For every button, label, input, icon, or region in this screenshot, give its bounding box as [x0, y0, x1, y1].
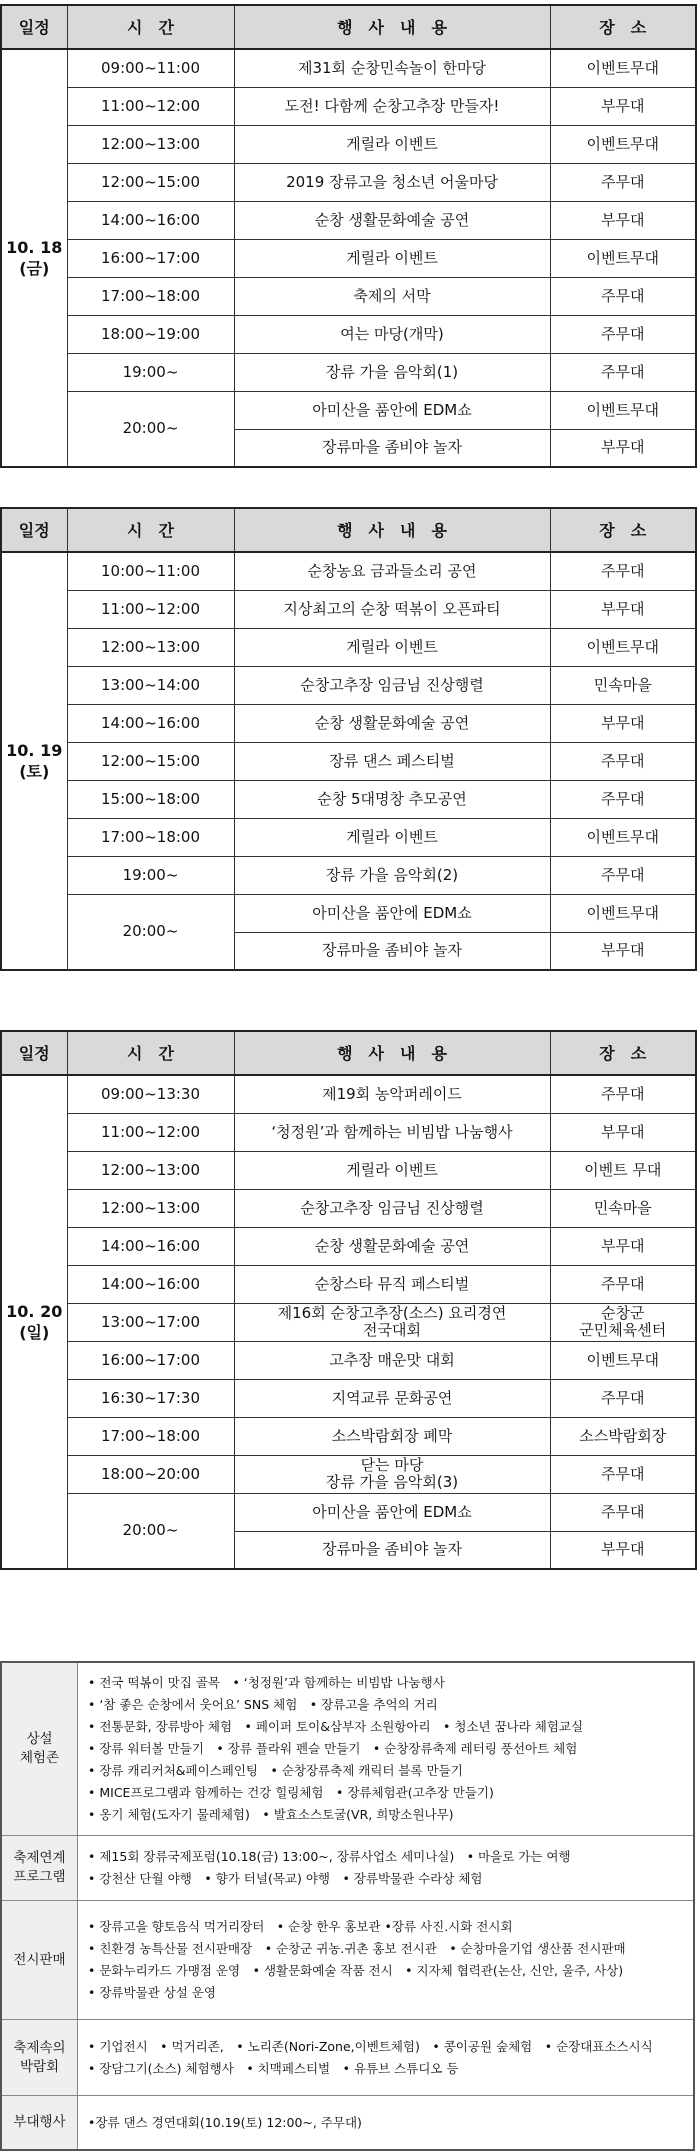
place-cell — [550, 125, 696, 163]
table-row — [1, 818, 696, 856]
cell-text-line: ‘청정원’과 함께하는 비빔밥 나눔행사 — [271, 1122, 513, 1141]
table-row — [1, 1341, 696, 1379]
event-cell — [234, 125, 550, 163]
event-cell — [234, 704, 550, 742]
table-row — [1, 1493, 696, 1531]
time-cell: 12:00~15:00 — [67, 742, 234, 780]
header-place: 장 소 — [550, 1031, 696, 1075]
place-cell — [550, 932, 696, 970]
place-cell — [550, 353, 696, 391]
event-cell — [234, 87, 550, 125]
cell-text-line: 게릴라 이벤트 — [346, 134, 438, 153]
table-row — [1, 201, 696, 239]
notes-label-cell — [1, 2020, 78, 2096]
place-cell — [550, 1303, 696, 1341]
table-row — [1, 666, 696, 704]
place-cell — [550, 590, 696, 628]
cell-text-line: 주무대 — [601, 561, 645, 580]
cell-text-line: 박람회 — [19, 2058, 60, 2075]
cell-text-line: 순창 5대명창 추모공연 — [317, 789, 467, 808]
header-place: 장 소 — [550, 508, 696, 552]
notes-line: • MICE프로그램과 함께하는 건강 힐링체험 • 장류체험관(고추장 만들기) — [88, 1785, 494, 1800]
cell-text-line: 주무대 — [601, 1274, 645, 1293]
event-cell — [234, 1265, 550, 1303]
notes-body-cell — [78, 1901, 695, 2020]
cell-text-line: 장류마을 좀비야 놀자 — [322, 941, 462, 960]
time-cell: 15:00~18:00 — [67, 780, 234, 818]
header-time: 시 간 — [67, 508, 234, 552]
event-cell — [234, 1417, 550, 1455]
notes-line: • 옹기 체험(도자기 물레체험) • 발효소스토굴(VR, 희망소원나무) — [88, 1807, 454, 1822]
cell-text-line: 주무대 — [601, 865, 645, 884]
place-cell — [550, 894, 696, 932]
event-cell — [234, 1151, 550, 1189]
cell-text-line: 이벤트무대 — [586, 637, 659, 656]
cell-text-line: 게릴라 이벤트 — [346, 827, 438, 846]
place-cell — [550, 704, 696, 742]
place-cell — [550, 1531, 696, 1569]
table-row — [1, 742, 696, 780]
cell-text-line: 이벤트무대 — [586, 134, 659, 153]
header-event: 행 사 내 용 — [234, 508, 550, 552]
event-cell — [234, 628, 550, 666]
event-cell — [234, 1455, 550, 1493]
event-cell — [234, 552, 550, 590]
time-cell: 09:00~13:30 — [67, 1075, 234, 1113]
cell-text-line: 부무대 — [601, 96, 645, 115]
schedule-table-day-3 — [0, 1030, 697, 1570]
time-cell: 14:00~16:00 — [67, 704, 234, 742]
cell-text-line: 주무대 — [601, 1388, 645, 1407]
cell-text-line: 아미산을 품안에 EDM쇼 — [312, 1502, 472, 1521]
cell-text-line: 부무대 — [601, 1122, 645, 1141]
notes-label-cell — [1, 1836, 78, 1901]
event-cell — [234, 1303, 550, 1341]
programs-notes-table — [0, 1661, 695, 2151]
notes-label-cell — [1, 2096, 78, 2150]
table-row — [1, 1075, 696, 1113]
table-row — [1, 704, 696, 742]
header-row — [1, 5, 696, 49]
notes-line: • 문화누리카드 가맹점 운영 • 생활문화예술 작품 전시 • 지자체 협력관(논산, 신안, 울주, 사상) — [88, 1963, 624, 1979]
time-cell: 19:00~ — [67, 856, 234, 894]
cell-text-line: 이벤트무대 — [586, 248, 659, 267]
notes-row — [1, 1662, 694, 1836]
event-cell — [234, 932, 550, 970]
header-row — [1, 508, 696, 552]
cell-text-line: 주무대 — [601, 1502, 645, 1521]
event-cell — [234, 1113, 550, 1151]
date-cell — [1, 49, 67, 467]
cell-text-line: 지역교류 문화공연 — [331, 1388, 453, 1407]
table-row — [1, 391, 696, 429]
notes-line: • 전국 떡볶이 맛집 골목 • ‘청정원’과 함께하는 비빔밥 나눔행사 — [88, 1675, 445, 1690]
date-text: 10. 20 — [6, 1302, 63, 1321]
event-cell — [234, 353, 550, 391]
cell-text-line: 게릴라 이벤트 — [346, 637, 438, 656]
cell-text-line: 민속마을 — [593, 675, 652, 694]
cell-text-line: 주무대 — [601, 172, 645, 191]
cell-text-line: 제31회 순창민속놀이 한마당 — [297, 58, 486, 77]
time-cell: 10:00~11:00 — [67, 552, 234, 590]
cell-text-line: 전시판매 — [13, 1951, 66, 1968]
cell-text-line: 소스박람회장 폐막 — [331, 1426, 453, 1445]
cell-text-line: 부무대 — [601, 1540, 645, 1559]
event-cell — [234, 1531, 550, 1569]
cell-text-line: 지상최고의 순창 떡볶이 오픈파티 — [283, 599, 501, 618]
table-row — [1, 125, 696, 163]
cell-text-line: 장류마을 좀비야 놀자 — [322, 1540, 462, 1559]
place-cell — [550, 1227, 696, 1265]
place-cell — [550, 1341, 696, 1379]
table-row — [1, 1189, 696, 1227]
cell-text-line: 주무대 — [601, 286, 645, 305]
time-cell: 18:00~19:00 — [67, 315, 234, 353]
time-cell: 16:00~17:00 — [67, 1341, 234, 1379]
time-cell: 12:00~13:00 — [67, 1189, 234, 1227]
weekday-text: (금) — [19, 259, 50, 278]
place-cell — [550, 1493, 696, 1531]
weekday-text: (토) — [19, 762, 50, 781]
cell-text-line: 장류마을 좀비야 놀자 — [322, 438, 462, 457]
notes-body-cell — [78, 2020, 695, 2096]
header-place: 장 소 — [550, 5, 696, 49]
notes-line: • 기업전시 • 먹거리존, • 노리존(Nori-Zone,이벤트체험) • 콩이공원 숲체험 • 순장대표소스시식 — [88, 2038, 653, 2054]
notes-label-cell — [1, 1662, 78, 1836]
notes-line: • 친환경 농특산물 전시판매장 • 순창군 귀농.귀촌 홍보 전시관 • 순창마을기업 생산품 전시판매 — [88, 1941, 626, 1957]
event-cell — [234, 1189, 550, 1227]
table-row — [1, 163, 696, 201]
place-cell — [550, 628, 696, 666]
cell-text-line: 부대행사 — [13, 2114, 66, 2131]
cell-text-line: 소스박람회장 — [579, 1426, 667, 1445]
table-row — [1, 49, 696, 87]
cell-text-line: 순창 생활문화예술 공연 — [314, 713, 470, 732]
time-cell: 11:00~12:00 — [67, 87, 234, 125]
cell-text-line: 군민체육센터 — [579, 1321, 667, 1339]
cell-text-line: 축제속의 — [13, 2039, 66, 2056]
table-row — [1, 894, 696, 932]
notes-body-cell — [78, 1836, 695, 1901]
cell-text-line: 순창고추장 임금님 진상행렬 — [300, 1198, 484, 1217]
time-cell: 14:00~16:00 — [67, 201, 234, 239]
cell-text-line: 상설 — [26, 1731, 53, 1747]
date-cell — [1, 552, 67, 970]
event-cell — [234, 818, 550, 856]
place-cell — [550, 1075, 696, 1113]
table-row — [1, 353, 696, 391]
event-cell — [234, 1341, 550, 1379]
cell-text-line: 부무대 — [601, 438, 645, 457]
cell-text-line: 순창 생활문화예술 공연 — [314, 1236, 470, 1255]
event-cell — [234, 666, 550, 704]
time-cell: 12:00~13:00 — [67, 628, 234, 666]
event-cell — [234, 201, 550, 239]
table-row — [1, 780, 696, 818]
table-row — [1, 1417, 696, 1455]
time-cell: 20:00~ — [67, 1493, 234, 1569]
cell-text-line: 이벤트무대 — [586, 58, 659, 77]
time-cell: 16:00~17:00 — [67, 239, 234, 277]
table-row — [1, 590, 696, 628]
weekday-text: (일) — [19, 1323, 50, 1342]
notes-row — [1, 2096, 694, 2150]
cell-text-line: 축제의 서막 — [353, 286, 431, 305]
header-time: 시 간 — [67, 5, 234, 49]
cell-text-line: 닫는 마당 — [360, 1456, 424, 1474]
place-cell — [550, 1265, 696, 1303]
place-cell — [550, 742, 696, 780]
time-cell: 12:00~13:00 — [67, 125, 234, 163]
event-cell — [234, 742, 550, 780]
place-cell — [550, 666, 696, 704]
time-cell: 13:00~14:00 — [67, 666, 234, 704]
cell-text-line: 이벤트 무대 — [584, 1160, 662, 1179]
place-cell — [550, 201, 696, 239]
table-row — [1, 315, 696, 353]
event-cell — [234, 315, 550, 353]
table-row — [1, 1151, 696, 1189]
place-cell — [550, 429, 696, 467]
notes-line: • 강천산 단월 야행 • 향가 터널(목교) 야행 • 장류박물관 수라상 체험 — [88, 1871, 483, 1887]
table-row — [1, 1227, 696, 1265]
date-text: 10. 19 — [6, 741, 63, 760]
cell-text-line: 주무대 — [601, 1084, 645, 1103]
cell-text-line: 주무대 — [601, 324, 645, 343]
cell-text-line: 순창스타 뮤직 페스티벌 — [314, 1274, 470, 1293]
time-cell: 13:00~17:00 — [67, 1303, 234, 1341]
place-cell — [550, 818, 696, 856]
time-cell: 20:00~ — [67, 894, 234, 970]
header-event: 행 사 내 용 — [234, 5, 550, 49]
cell-text-line: 축제연계 — [13, 1850, 66, 1867]
cell-text-line: 장류 가을 음악회(1) — [325, 362, 459, 381]
place-cell — [550, 1151, 696, 1189]
place-cell — [550, 552, 696, 590]
table-row — [1, 239, 696, 277]
notes-label-cell — [1, 1901, 78, 2020]
notes-line: • ‘참 좋은 순창에서 웃어요’ SNS 체험 • 장류고을 추억의 거리 — [88, 1697, 438, 1712]
cell-text-line: 순창 생활문화예술 공연 — [314, 210, 470, 229]
place-cell — [550, 87, 696, 125]
event-cell — [234, 239, 550, 277]
cell-text-line: 고추장 매운맛 대회 — [329, 1350, 455, 1369]
table-row — [1, 1379, 696, 1417]
cell-text-line: 부무대 — [601, 1236, 645, 1255]
notes-line: • 전통문화, 장류방아 체험 • 페이퍼 토이&삼부자 소원항아리 • 청소년 꿈나라 체험교실 — [88, 1719, 584, 1734]
event-cell — [234, 856, 550, 894]
place-cell — [550, 1379, 696, 1417]
time-cell: 18:00~20:00 — [67, 1455, 234, 1493]
place-cell — [550, 239, 696, 277]
event-cell — [234, 1493, 550, 1531]
event-cell — [234, 429, 550, 467]
table-row — [1, 87, 696, 125]
event-cell — [234, 590, 550, 628]
event-cell — [234, 277, 550, 315]
table-row — [1, 1303, 696, 1341]
event-cell — [234, 894, 550, 932]
cell-text-line: 프로그램 — [13, 1869, 66, 1886]
header-time: 시 간 — [67, 1031, 234, 1075]
time-cell: 14:00~16:00 — [67, 1227, 234, 1265]
cell-text-line: 2019 장류고을 청소년 어울마당 — [286, 172, 498, 191]
header-row — [1, 1031, 696, 1075]
cell-text-line: 부무대 — [601, 599, 645, 618]
event-cell — [234, 163, 550, 201]
table-row — [1, 277, 696, 315]
time-cell: 16:30~17:30 — [67, 1379, 234, 1417]
cell-text-line: 순창농요 금과들소리 공연 — [307, 561, 477, 580]
notes-line: • 장류고을 향토음식 먹거리장터 • 순창 한우 홍보관 •장류 사진.시화 전시회 — [88, 1919, 513, 1935]
time-cell: 17:00~18:00 — [67, 818, 234, 856]
place-cell — [550, 49, 696, 87]
place-cell — [550, 277, 696, 315]
cell-text-line: 이벤트무대 — [586, 400, 659, 419]
event-cell — [234, 1075, 550, 1113]
date-text: 10. 18 — [6, 238, 63, 257]
cell-text-line: 게릴라 이벤트 — [346, 248, 438, 267]
notes-line: • 장류 워터볼 만들기 • 장류 플라워 펜슬 만들기 • 순창장류축제 레터링 풍선아트 체험 — [88, 1741, 578, 1756]
date-cell — [1, 1075, 67, 1569]
notes-row — [1, 1901, 694, 2020]
time-cell: 12:00~15:00 — [67, 163, 234, 201]
cell-text-line: 제19회 농악퍼레이드 — [322, 1084, 462, 1103]
notes-line: • 장류 캐리커처&페이스페인팅 • 순창장류축제 캐릭터 블록 만들기 — [88, 1763, 463, 1778]
cell-text-line: 장류 가을 음악회(2) — [325, 865, 459, 884]
cell-text-line: 순창고추장 임금님 진상행렬 — [300, 675, 484, 694]
notes-row — [1, 2020, 694, 2096]
time-cell: 11:00~12:00 — [67, 1113, 234, 1151]
place-cell — [550, 1417, 696, 1455]
header-date: 일정 — [1, 508, 67, 552]
place-cell — [550, 1455, 696, 1493]
event-cell — [234, 391, 550, 429]
time-cell: 09:00~11:00 — [67, 49, 234, 87]
cell-text-line: 장류 가을 음악회(3) — [325, 1473, 459, 1491]
place-cell — [550, 315, 696, 353]
notes-body-cell — [78, 2096, 695, 2150]
time-cell: 12:00~13:00 — [67, 1151, 234, 1189]
header-date: 일정 — [1, 5, 67, 49]
notes-row — [1, 1836, 694, 1901]
cell-text-line: 주무대 — [601, 362, 645, 381]
cell-text-line: 제16회 순창고추장(소스) 요리경연 — [277, 1304, 507, 1322]
place-cell — [550, 780, 696, 818]
table-row — [1, 1113, 696, 1151]
place-cell — [550, 856, 696, 894]
cell-text-line: 여는 마당(개막) — [340, 324, 444, 343]
notes-body-cell — [78, 1662, 695, 1836]
time-cell: 17:00~18:00 — [67, 277, 234, 315]
place-cell — [550, 1113, 696, 1151]
cell-text-line: 주무대 — [601, 751, 645, 770]
cell-text-line: 주무대 — [601, 1464, 645, 1483]
time-cell: 11:00~12:00 — [67, 590, 234, 628]
notes-line: •장류 댄스 경연대회(10.19(토) 12:00~, 주무대) — [88, 2114, 362, 2130]
cell-text-line: 부무대 — [601, 210, 645, 229]
event-cell — [234, 1379, 550, 1417]
schedule-table-day-1 — [0, 4, 697, 468]
notes-line: • 장류박물관 상설 운영 — [88, 1985, 216, 2001]
schedule-table-day-2 — [0, 507, 697, 971]
cell-text-line: 민속마을 — [593, 1198, 652, 1217]
cell-text-line: 전국대회 — [363, 1321, 421, 1339]
event-cell — [234, 49, 550, 87]
header-date: 일정 — [1, 1031, 67, 1075]
cell-text-line: 이벤트무대 — [586, 1350, 659, 1369]
time-cell: 19:00~ — [67, 353, 234, 391]
time-cell: 14:00~16:00 — [67, 1265, 234, 1303]
cell-text-line: 부무대 — [601, 941, 645, 960]
place-cell — [550, 163, 696, 201]
event-cell — [234, 1227, 550, 1265]
cell-text-line: 이벤트무대 — [586, 903, 659, 922]
event-cell — [234, 780, 550, 818]
cell-text-line: 체험존 — [19, 1750, 60, 1766]
time-cell: 17:00~18:00 — [67, 1417, 234, 1455]
cell-text-line: 주무대 — [601, 789, 645, 808]
cell-text-line: 게릴라 이벤트 — [346, 1160, 438, 1179]
notes-line: • 장담그기(소스) 체험행사 • 치맥페스티벌 • 유튜브 스튜디오 등 — [88, 2060, 459, 2076]
place-cell — [550, 391, 696, 429]
cell-text-line: 아미산을 품안에 EDM쇼 — [312, 903, 472, 922]
cell-text-line: 이벤트무대 — [586, 827, 659, 846]
cell-text-line: 도전! 다함께 순창고추장 만들자! — [284, 96, 500, 115]
cell-text-line: 부무대 — [601, 713, 645, 732]
notes-line: • 제15회 장류국제포럼(10.18(금) 13:00~, 장류사업소 세미나실) • 마을로 가는 여행 — [88, 1849, 571, 1865]
table-row — [1, 1265, 696, 1303]
place-cell — [550, 1189, 696, 1227]
cell-text-line: 아미산을 품안에 EDM쇼 — [312, 400, 472, 419]
table-row — [1, 628, 696, 666]
time-cell: 20:00~ — [67, 391, 234, 467]
table-row — [1, 552, 696, 590]
cell-text-line: 장류 댄스 페스티벌 — [329, 751, 455, 770]
table-row — [1, 1455, 696, 1493]
table-row — [1, 856, 696, 894]
cell-text-line: 순창군 — [601, 1304, 645, 1322]
header-event: 행 사 내 용 — [234, 1031, 550, 1075]
